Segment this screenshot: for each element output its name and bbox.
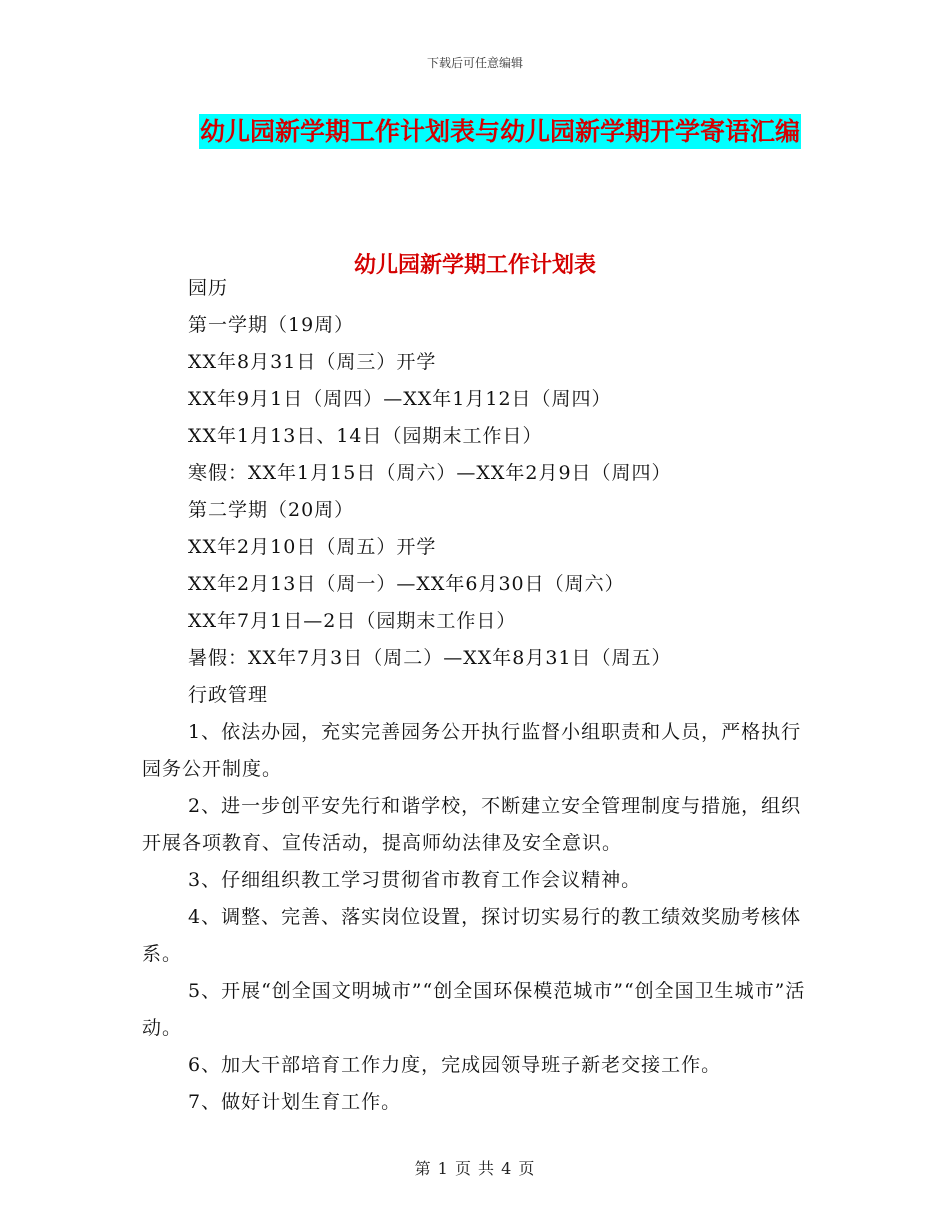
paragraph: 1、依法办园，充实完善园务公开执行监督小组职责和人员，严格执行园务公开制度。: [142, 721, 802, 780]
paragraph: 园历: [188, 277, 229, 299]
paragraph: 3、仔细组织教工学习贯彻省市教育工作会议精神。: [188, 869, 642, 891]
paragraph: XX年1月13日、14日（园期末工作日）: [188, 425, 543, 447]
document-title: [190, 108, 810, 156]
document-body: [142, 270, 810, 1121]
paragraph: 寒假：XX年1月15日（周六）—XX年2月9日（周四）: [188, 462, 672, 484]
document-title-text: 幼儿园新学期工作计划表与幼儿园新学期开学寄语汇编: [199, 114, 801, 149]
section-title: 幼儿园新学期工作计划表: [353, 253, 596, 278]
paragraph: 7、做好计划生育工作。: [188, 1091, 402, 1113]
paragraph: XX年2月13日（周一）—XX年6月30日（周六）: [188, 573, 625, 595]
paragraph: 6、加大干部培育工作力度，完成园领导班子新老交接工作。: [188, 1054, 722, 1076]
paragraph: 2、进一步创平安先行和谐学校，不断建立安全管理制度与措施，组织开展各项教育、宣传活动，提高师幼法律及安全意识。: [142, 795, 802, 854]
paragraph: 第一学期（19周）: [188, 314, 355, 336]
page-footer: 第 1 页 共 4 页: [414, 1159, 536, 1178]
paragraph: 4、调整、完善、落实岗位设置，探讨切实易行的教工绩效奖励考核体系。: [142, 906, 802, 965]
paragraph: 暑假：XX年7月3日（周二）—XX年8月31日（周五）: [188, 647, 672, 669]
paragraph: 行政管理: [188, 684, 269, 706]
paragraph: XX年8月31日（周三）开学: [188, 351, 437, 373]
paragraph: XX年7月1日—2日（园期末工作日）: [188, 610, 517, 632]
paragraph: XX年9月1日（周四）—XX年1月12日（周四）: [188, 388, 612, 410]
paragraph: 第二学期（20周）: [188, 499, 355, 521]
paragraph: 5、开展“创全国文明城市”“创全国环保模范城市”“创全国卫生城市”活动。: [142, 980, 806, 1039]
paragraph: XX年2月10日（周五）开学: [188, 536, 437, 558]
header-note: 下载后可任意编辑: [426, 56, 523, 70]
